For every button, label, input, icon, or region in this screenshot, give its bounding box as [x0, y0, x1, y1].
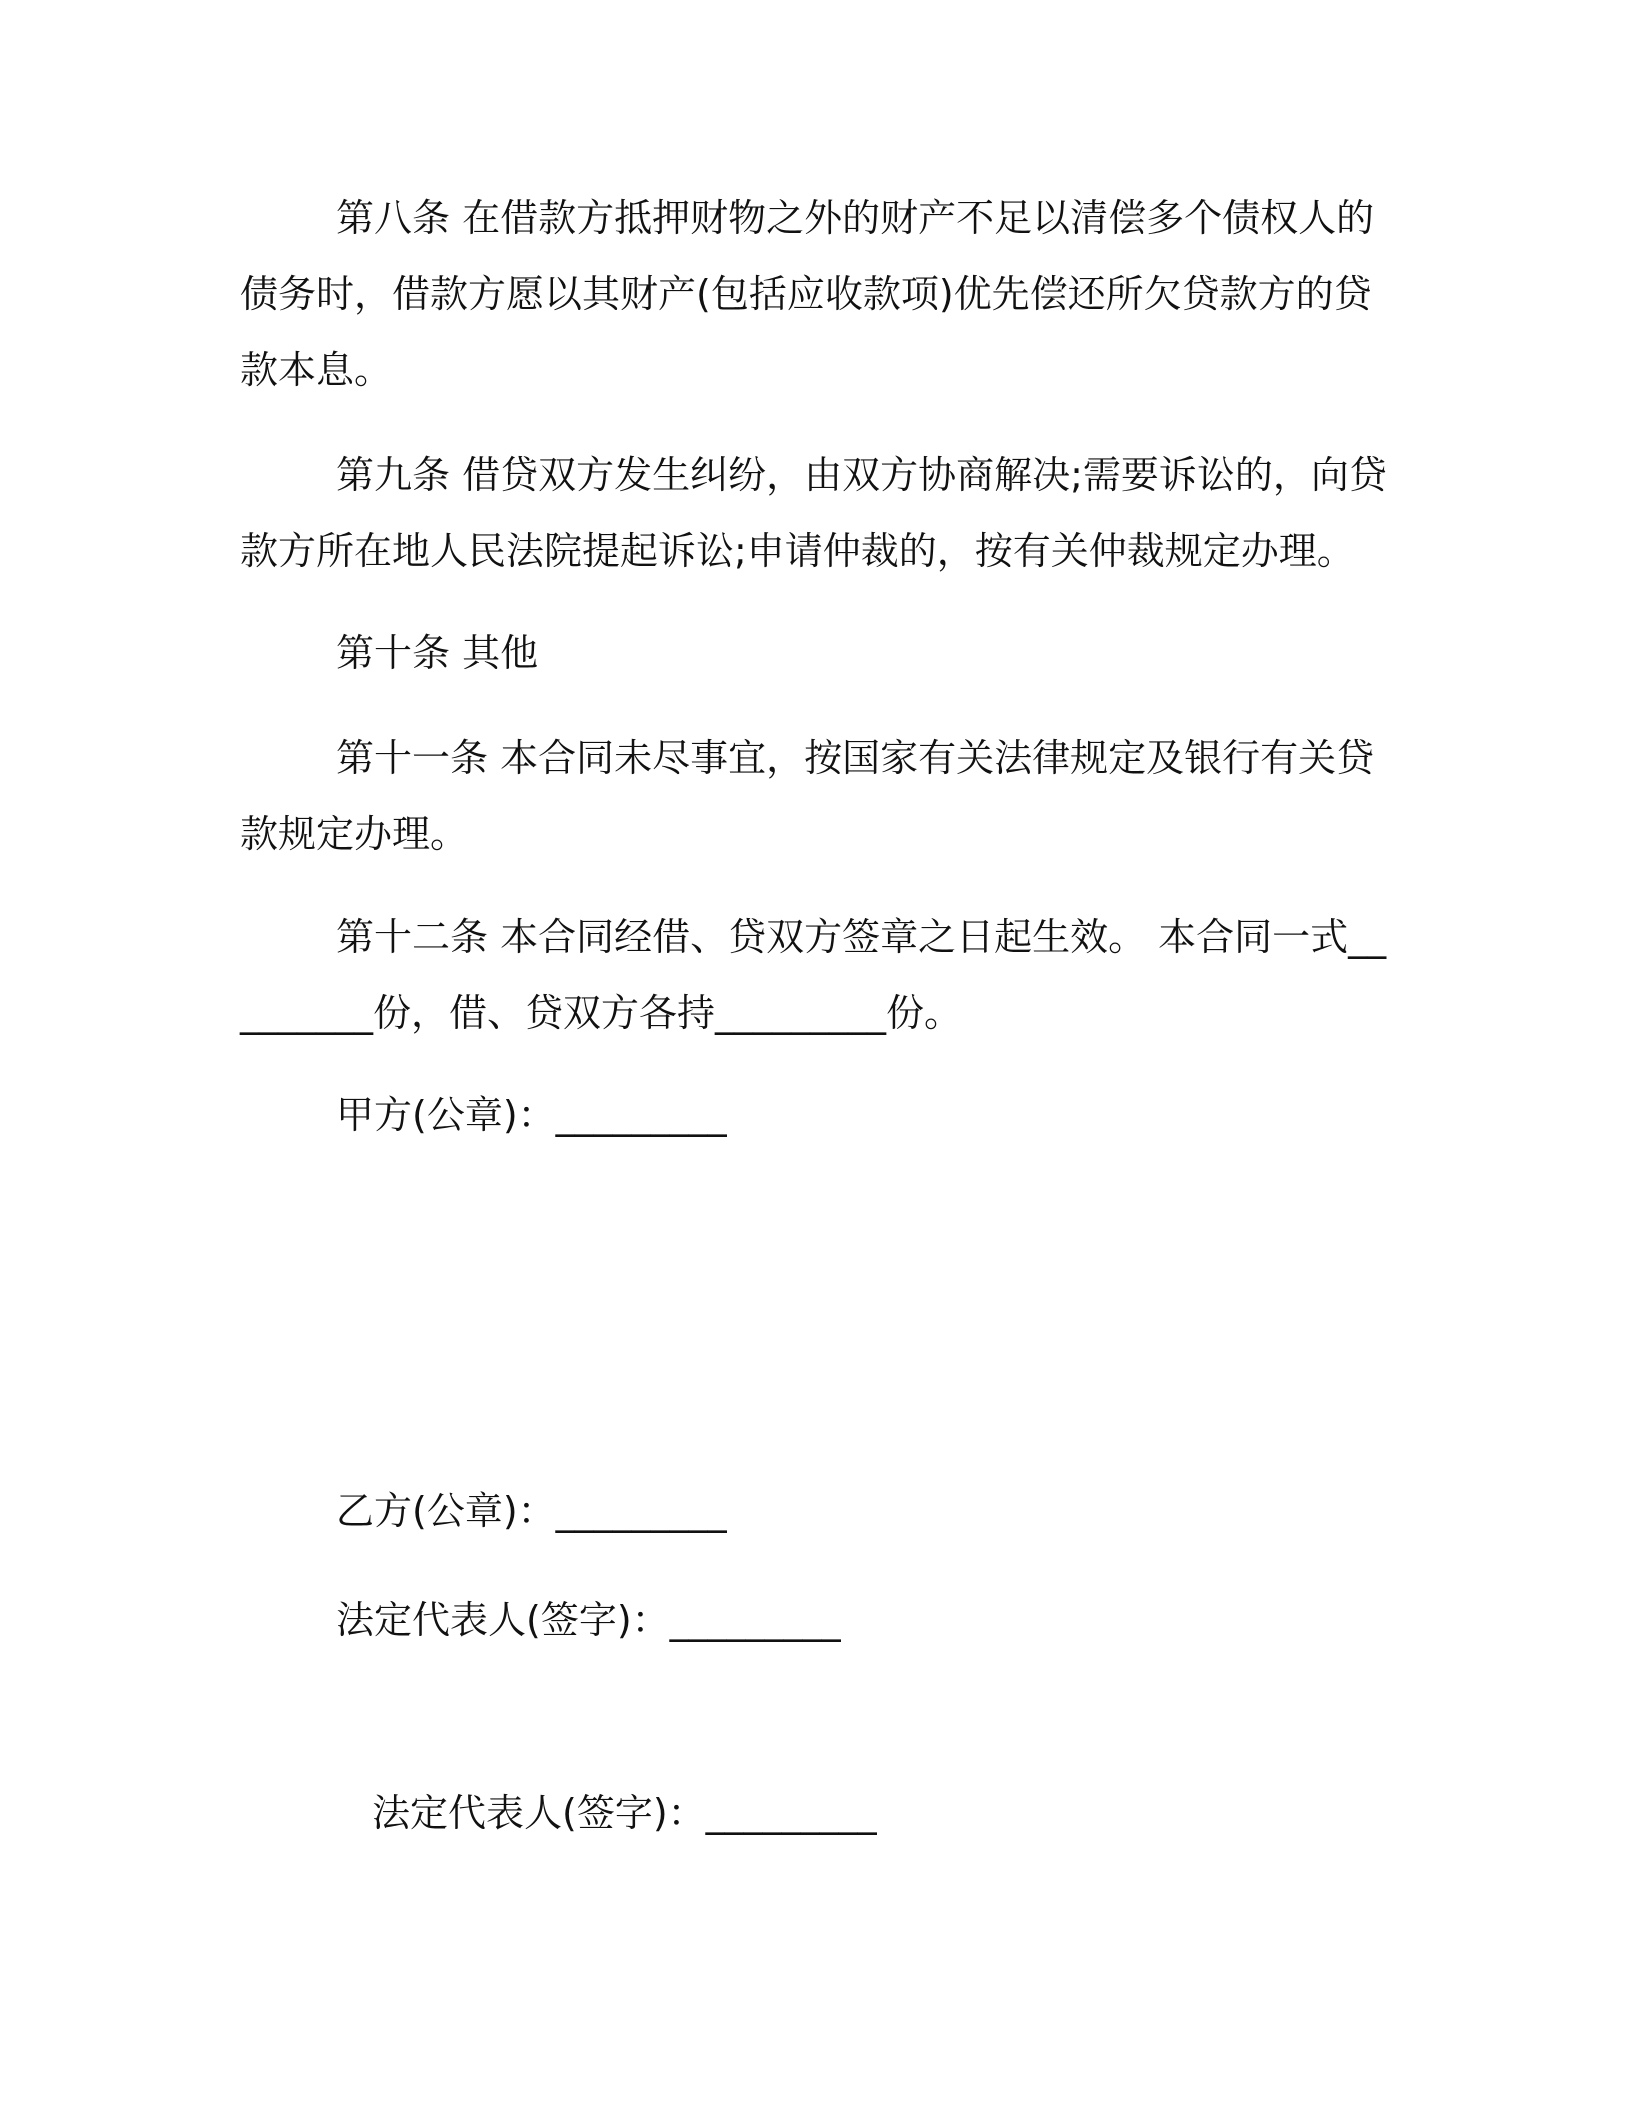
legal-representative-signature-line-2: 法定代表人(签字)：_________: [372, 1791, 877, 1835]
article-8-paragraph: 第八条 在借款方抵押财物之外的财产不足以清偿多个债权人的债务时，借款方愿以其财产(包括应收款项)优先偿还所欠贷款方的贷款本息。: [240, 196, 1375, 392]
article-10-paragraph: 第十条 其他: [336, 631, 539, 675]
legal-representative-signature-line: 法定代表人(签字)：_________: [336, 1598, 841, 1642]
party-b-seal-line: 乙方(公章)：_________: [336, 1489, 727, 1533]
article-9-paragraph: 第九条 借贷双方发生纠纷，由双方协商解决;需要诉讼的，向贷款方所在地人民法院提起诉讼;申请仲裁的，按有关仲裁规定办理。: [240, 453, 1387, 573]
party-a-seal-line: 甲方(公章)：_________: [336, 1093, 727, 1137]
article-12-paragraph: 第十二条 本合同经借、贷双方签章之日起生效。 本合同一式_________份，借、贷双方各持_________份。: [240, 915, 1387, 1035]
article-11-paragraph: 第十一条 本合同未尽事宜，按国家有关法律规定及银行有关贷款规定办理。: [240, 736, 1375, 856]
